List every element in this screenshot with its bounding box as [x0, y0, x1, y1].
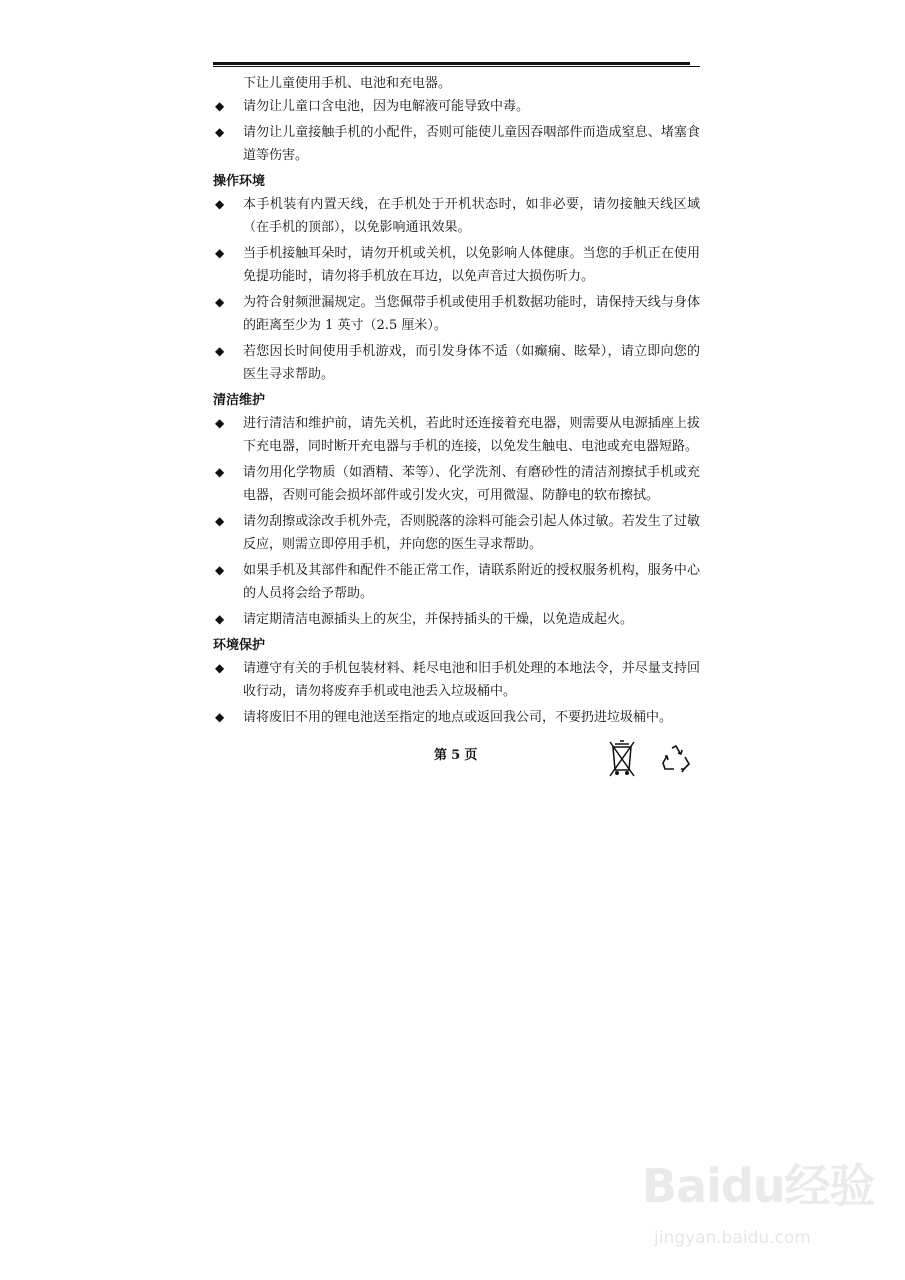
watermark-url: jingyan.baidu.com: [654, 1228, 811, 1248]
bullet-diamond-icon: ◆: [215, 465, 225, 479]
list-item: [213, 657, 700, 703]
bullet-diamond-icon: ◆: [215, 514, 225, 528]
section-heading: 清洁维护: [213, 393, 266, 408]
bullet-diamond-icon: ◆: [215, 563, 225, 577]
section-heading: 环境保护: [213, 638, 266, 653]
continuation-text: 下让儿童使用手机、电池和充电器。: [243, 76, 452, 91]
list-item-text: 请勿刮擦或涂改手机外壳，否则脱落的涂料可能会引起人体过敏。若发生了过敏反应，则需立即停用手机，并向您的医生寻求帮助。: [243, 514, 700, 552]
list-item: [213, 559, 700, 605]
list-item-text: 本手机装有内置天线，在手机处于开机状态时，如非必要，请勿接触天线区域（在手机的顶部），以免影响通讯效果。: [243, 197, 700, 235]
page-number: [434, 744, 477, 763]
list-item-text: 当手机接触耳朵时，请勿开机或关机，以免影响人体健康。当您的手机正在使用免提功能时，请勿将手机放在耳边，以免声音过大损伤听力。: [243, 246, 700, 284]
header-rule-thin: [213, 66, 700, 67]
list-item: [213, 706, 700, 729]
recycle-icon: [660, 744, 692, 778]
page-suffix: 页: [464, 748, 478, 763]
list-item-text: 请勿让儿童接触手机的小配件，否则可能使儿童因吞咽部件而造成窒息、堵塞食道等伤害。: [243, 125, 700, 163]
bullet-diamond-icon: ◆: [215, 344, 225, 358]
list-item-text: 请将废旧不用的锂电池送至指定的地点或返回我公司，不要扔进垃圾桶中。: [243, 710, 673, 725]
list-item-text: 请勿让儿童口含电池，因为电解液可能导致中毒。: [243, 99, 530, 114]
bullet-diamond-icon: ◆: [215, 710, 225, 724]
list-item: [213, 242, 700, 288]
bullet-diamond-icon: ◆: [215, 99, 225, 113]
watermark-logo: Baidu经验: [642, 1159, 875, 1213]
list-item: [213, 412, 700, 458]
page-prefix: 第: [434, 748, 448, 763]
list-item: [213, 95, 700, 118]
list-item-text: 请勿用化学物质（如酒精、苯等）、化学洗剂、有磨砂性的清洁剂擦拭手机或充电器，否则可能会损坏部件或引发火灾，可用微湿、防静电的软布擦拭。: [243, 465, 700, 503]
list-item: [213, 121, 700, 167]
section-heading: 操作环境: [213, 174, 266, 189]
list-item: [213, 510, 700, 556]
list-item-text: 若您因长时间使用手机游戏，而引发身体不适（如癫痫、眩晕），请立即向您的医生寻求帮助。: [243, 344, 700, 382]
bullet-diamond-icon: ◆: [215, 612, 225, 626]
bullet-diamond-icon: ◆: [215, 416, 225, 430]
header-rule-thick: [213, 62, 690, 65]
list-item-text: 进行清洁和维护前，请先关机，若此时还连接着充电器，则需要从电源插座上拔下充电器，同时断开充电器与手机的连接，以免发生触电、电池或充电器短路。: [243, 416, 700, 454]
list-item-text: 如果手机及其部件和配件不能正常工作，请联系附近的授权服务机构，服务中心的人员将会给予帮助。: [243, 563, 700, 601]
document-body: [213, 72, 700, 732]
bullet-diamond-icon: ◆: [215, 295, 225, 309]
bullet-diamond-icon: ◆: [215, 661, 225, 675]
page-number-value: 5: [451, 748, 461, 763]
list-item: [213, 608, 700, 631]
list-item: [213, 340, 700, 386]
bullet-diamond-icon: ◆: [215, 197, 225, 211]
bullet-diamond-icon: ◆: [215, 125, 225, 139]
list-item: [213, 461, 700, 507]
list-item-text: 请定期清洁电源插头上的灰尘，并保持插头的干燥，以免造成起火。: [243, 612, 634, 627]
bullet-diamond-icon: ◆: [215, 246, 225, 260]
baidu-jingyan-watermark: [640, 1150, 900, 1260]
list-item-text: 请遵守有关的手机包装材料、耗尽电池和旧手机处理的本地法令，并尽量支持回收行动，请勿将废弃手机或电池丢入垃圾桶中。: [243, 661, 700, 699]
list-item-text: 为符合射频泄漏规定。当您佩带手机或使用手机数据功能时，请保持天线与身体的距离至少为 1 英寸（2.5 厘米）。: [243, 295, 700, 333]
crossed-out-bin-icon: [608, 738, 636, 784]
list-item: [213, 193, 700, 239]
list-item: [213, 291, 700, 337]
sections-container: [213, 95, 700, 729]
